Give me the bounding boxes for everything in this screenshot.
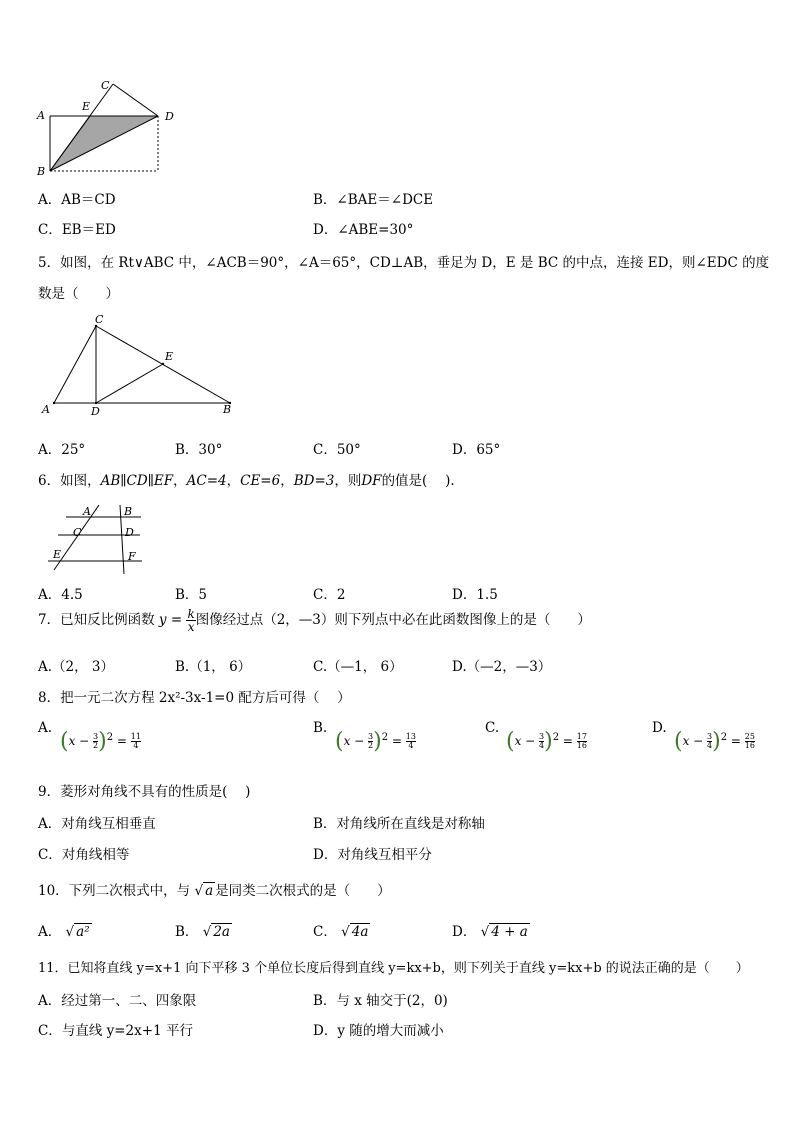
q6-text: 6．如图，AB∥CD∥EF，AC=4，CE=6，BD=3，则DF的值是( ). xyxy=(38,473,455,489)
label-F: F xyxy=(128,550,136,563)
q7-option-a: A.（2， 3） xyxy=(38,659,115,675)
label-A: A xyxy=(83,505,91,518)
label-C: C xyxy=(73,526,82,539)
q8-option-a: (x − $\frac{3}{2})^2$ = $\frac{11}{4}$ xyxy=(60,729,141,754)
label-B: B xyxy=(124,505,133,518)
q5-option-c: C．50° xyxy=(313,442,361,458)
q8-option-d-letter: D. xyxy=(652,720,667,736)
q5-option-b: B．30° xyxy=(175,442,223,458)
shaded-triangle xyxy=(50,116,158,171)
label-C: C xyxy=(101,79,110,92)
q9-option-c: C．对角线相等 xyxy=(38,847,130,863)
label-E: E xyxy=(53,548,62,561)
q9-option-d: D．对角线互相平分 xyxy=(313,847,432,863)
q6-figure xyxy=(40,500,155,580)
q11-option-b: B．与 x 轴交于(2，0) xyxy=(313,993,448,1009)
q9-text: 9．菱形对角线不具有的性质是( ) xyxy=(38,784,251,800)
label-C: C xyxy=(95,313,104,326)
q9-option-b: B．对角线所在直线是对称轴 xyxy=(313,816,485,832)
q8-text: 8．把一元二次方程 2x²-3x-1=0 配方后可得（ ） xyxy=(38,690,351,706)
q7-option-d: D.（—2，—3） xyxy=(452,659,552,675)
q4-figure xyxy=(34,78,184,178)
q10-option-c: C． √ 4a xyxy=(313,924,369,940)
q8-option-c-letter: C. xyxy=(485,720,500,736)
q5-text-line2: 数是（ ） xyxy=(38,286,119,302)
q10-option-b: B． √ 2a xyxy=(175,924,230,940)
q10-text: 10．下列二次根式中，与 √ a 是同类二次根式的是（ ） xyxy=(38,883,391,899)
q4-option-c: C．EB＝ED xyxy=(38,222,116,238)
q7-text: 7．已知反比例函数 y = $\frac{k}{x}$ 图像经过点（2，—3）则下列点中必在此函数图像上的是（ ） xyxy=(38,607,591,634)
q8-option-b: (x − $\frac{3}{2})^2$ = $\frac{13}{4}$ xyxy=(335,729,416,754)
q6-option-b: B．5 xyxy=(175,587,208,603)
label-D: D xyxy=(91,405,100,418)
q5-option-a: A．25° xyxy=(38,442,86,458)
q5-text-line1: 5．如图，在 Rt∨ABC 中，∠ACB＝90°，∠A＝65°，CD⊥AB，垂足为 D，E 是 BC 的中点，连接 ED，则∠EDC 的度 xyxy=(38,255,770,271)
q7-option-c: C.（—1， 6） xyxy=(313,659,403,675)
label-D: D xyxy=(125,526,134,539)
label-A: A xyxy=(37,109,45,122)
q8-option-c: (x − $\frac{3}{4})^2$ = $\frac{17}{16}$ xyxy=(506,729,587,754)
q6-option-c: C．2 xyxy=(313,587,346,603)
q11-option-a: A．经过第一、二、四象限 xyxy=(38,993,197,1009)
q8-option-a-letter: A. xyxy=(38,720,53,736)
label-B: B xyxy=(37,165,46,178)
q9-option-a: A．对角线互相垂直 xyxy=(38,816,156,832)
q11-option-d: D．y 随的增大而减小 xyxy=(313,1023,444,1039)
q5-option-d: D．65° xyxy=(452,442,501,458)
label-E: E xyxy=(165,350,174,363)
q6-option-d: D．1.5 xyxy=(452,587,498,603)
label-D: D xyxy=(165,110,174,123)
q7-option-b: B.（1， 6） xyxy=(175,659,252,675)
label-E: E xyxy=(82,100,91,113)
q5-figure xyxy=(34,312,244,420)
q10-option-d: D． √ 4 + a xyxy=(452,924,528,940)
q10-option-a: A． √ a² xyxy=(38,924,90,940)
q4-option-d: D．∠ABE=30° xyxy=(313,222,414,238)
q11-text: 11．已知将直线 y=x+1 向下平移 3 个单位长度后得到直线 y=kx+b，则下列关于直线 y=kx+b 的说法正确的是（ ） xyxy=(38,961,749,976)
q11-option-c: C．与直线 y=2x+1 平行 xyxy=(38,1023,193,1039)
label-A: A xyxy=(42,403,50,416)
q4-option-a: A．AB＝CD xyxy=(38,192,116,208)
q6-option-a: A．4.5 xyxy=(38,587,83,603)
label-B: B xyxy=(223,403,232,416)
q8-option-b-letter: B. xyxy=(313,720,328,736)
q4-option-b: B．∠BAE＝∠DCE xyxy=(313,192,434,208)
q8-option-d: (x − $\frac{3}{4})^2$ = $\frac{25}{16}$ xyxy=(674,729,755,754)
